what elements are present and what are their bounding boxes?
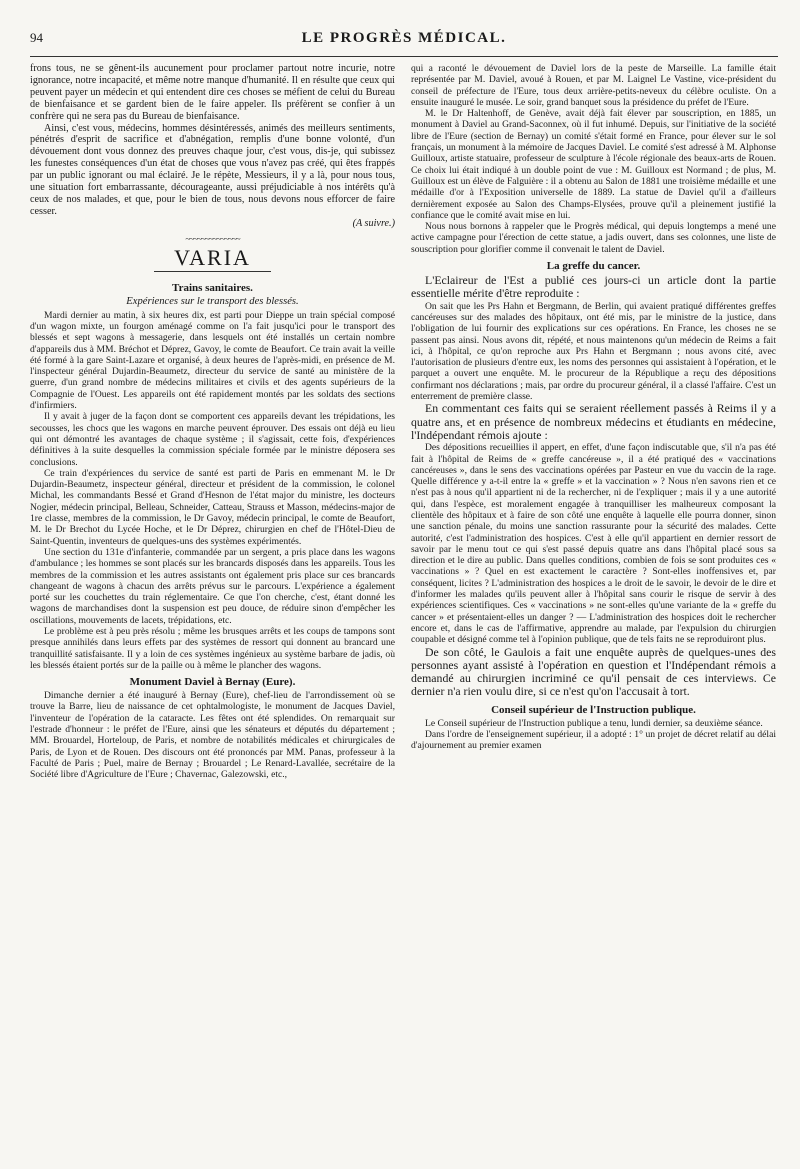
left-column bbox=[30, 63, 395, 1153]
paragraph: Mardi dernier au matin, à six heures dix, est parti pour Dieppe un train spécial composé d'un wagon mixte, un fourgon aménagé comme on l'a fait jusqu'ici pour le transport des blessés et sept wagons à messagerie, dans lesquels ont été installés un certain nombre d'appareils dus à MM. Bréchot et Déprez, Gavoy, le comte de Beaufort. Ce train avait la veille été formé à la gare Saint-Lazare et organisé, à deux heures de l'après-midi, en présence de M. l'inspecteur général Dujardin-Beaumetz, directeur du service de santé au ministère de la guerre, d'un grand nombre de médecins militaires et civils et des agents supérieurs de la Compagnie de l'Ouest. Les appareils ont été rapidement montés par les soldats des sections d'infirmiers. bbox=[30, 309, 395, 412]
page-header bbox=[30, 30, 778, 57]
journal-title: LE PROGRÈS MÉDICAL. bbox=[301, 30, 507, 46]
varia-heading-block bbox=[30, 234, 395, 276]
section-heading-varia: VARIA bbox=[154, 245, 271, 272]
paragraph: Le Conseil supérieur de l'Instruction publique a tenu, lundi dernier, sa deuxième séance. bbox=[425, 717, 763, 729]
article-subtitle-trains: Expériences sur le transport des blessés. bbox=[126, 295, 299, 307]
quoted-paragraph: On sait que les Prs Hahn et Bergmann, de Berlin, qui avaient pratiqué différentes greffes cancéreuses sur des malades des hôpitaux, ont été mis, par le ministre de la justice, dans l'obligation de lui fournir des explications sur ces opérations. En France, les choses ne se passent pas ainsi. Nous avons dit, répété, et nous maintenons qu'un médecin de Reims a fait ici, à l'hôpital, ce qu'on reproche aux Prs Hahn et Bergmann ; nous avons cité, avec l'autorisation de plusieurs d'entre eux, les noms des personnes qui assistaient à l'opération, et le parquet a ouvert une enquête. M. le procureur de la République a reçu des dépositions confirmant nos déclarations ; mais, par ordre du procureur général, il a classé l'affaire. C'est un enterrement de première classe. bbox=[411, 300, 776, 403]
paragraph: L'Eclaireur de l'Est a publié ces jours-ci un article dont la partie essentielle mérite d'être reproduite : bbox=[411, 273, 776, 301]
ornament: ~~~~~~~~~~~~~~ bbox=[185, 233, 240, 244]
article-title-greffe: La greffe du cancer. bbox=[546, 260, 641, 273]
right-column bbox=[411, 63, 776, 1153]
paragraph: Le problème est à peu près résolu ; même les brusques arrêts et les coups de tampons sont presque annihilés dans leurs effets par des systèmes de ressort qui donnent au brancard une tranquillité satisfaisante. Il y a loin de ces systèmes ingénieux au système barbare de jadis, où les blessés étaient portés sur de la paille ou à même le plancher des wagons. bbox=[30, 626, 395, 671]
paragraph: Il y avait à juger de la façon dont se comportent ces appareils devant les trépidations, les secousses, les chocs que les wagons en marche peuvent éprouver. Des essais ont déjà eu lieu qui ont démontré les avantages de chaque système ; il s'agissait, cette fois, d'expériences définitives à la suite desquelles la commission spéciale formée par le ministre déposera ses conclusions. bbox=[30, 411, 395, 468]
two-column-body bbox=[30, 63, 778, 1153]
paragraph: Nous nous bornons à rappeler que le Progrès médical, qui depuis longtemps a mené une active campagne pour l'érection de cette statue, a jadis ouvert, dans ses colonnes, une liste de souscription pour glorifier comme il convenait le talent de Daviel. bbox=[411, 221, 776, 255]
paragraph: Une section du 131e d'infanterie, commandée par un sergent, a pris place dans les wagons d'ambulance ; les hommes se sont placés sur les brancards disposés dans les appareils. Tous les membres de la commission et les autres assistants ont également pris place sur ces brancards changeant de wagons à chacun des arrêts prévus sur le parcours. L'expérience a également porté sur les couchettes du train réglementaire. Ce que l'on cherche, c'est, étant donné les wagons de marchandises dont la suspension est peu douce, de réduire sinon d'empêcher les oscillations, mouvements de lacets, trépidations, etc. bbox=[30, 546, 395, 626]
paragraph: M. le Dr Haltenhoff, de Genève, avait déjà fait élever par souscription, en 1885, un monument à Daviel au Grand-Saconnex, où il fut inhumé. Depuis, sur l'initiative de la société libre de l'Eure (section de Bernay) un comité s'était formé en France, pour élever sur le sol français, un monument à la mémoire de Jacques Daviel. Le comité s'est adressé à M. Alphonse Guilloux, artiste statuaire, professeur de sculpture à l'école régionale des beaux-arts de Rouen. Ce choix lui était indiqué à un double point de vue : M. Guilloux est Normand ; de plus, M. Guilloux est un élève de Falguière : il a obtenu au Salon de 1881 une troisième médaille et une médaille d'or à l'Exposition universelle de 1889. La statue de Daviel qu'il a d'ailleurs dernièrement exposée au Salon des Champs-Elysées, prouve qu'il a pleinement justifié la confiance que le comité avait mise en lui. bbox=[411, 108, 776, 221]
paragraph: Dimanche dernier a été inauguré à Bernay (Eure), chef-lieu de l'arrondissement où se trouve la Barre, lieu de naissance de cet ophtalmologiste, le monument de Jacques Daviel, l'inventeur de l'opération de la cataracte. Les fêtes ont été splendides. On remarquait sur l'estrade d'honneur : le préfet de l'Eure, ainsi que les sénateurs et députés du département ; MM. Brouardel, Horteloup, de Paris, et nombre de notabilités médicales et chirurgicales de Paris, de Lyon et de Rouen. Des discours ont été prononcés par MM. Panas, professeur à la Faculté de Paris ; Puel, maire de Bernay ; Brouardel ; Le Renard-Lavallée, secrétaire de la Société libre d'Agriculture de l'Eure ; Chavernac, Galezowski, etc., bbox=[30, 690, 395, 781]
quoted-paragraph: Des dépositions recueillies il appert, en effet, d'une façon indiscutable que, s'il n'a pas été fait à l'hôpital de Reims de « greffe cancéreuse », il a été pratiqué des « vaccinations cancéreuses », dans le sens des vaccinations opérées par Pasteur en vue du vaccin de la rage. Quelle différence y a-t-il entre la « greffe » et la vaccination » ? Nous n'en savons rien et ce n'est pas à nous qu'il appartient ni de la rechercher, ni de l'expliquer ; mais il y a une autorité qui, dans l'espèce, est moralement engagée à tranquilliser les malheureux composant la clientèle des hôpitaux et à faire de son côté une enquête à laquelle elle pourra donner, sinon une sanction pénale, du moins une sanction rassurante pour la sécurité des malades. Cette autorité, c'est l'administration des hospices. C'est à elle qu'il appartient en dernier ressort de savoir par le menu tout ce qui s'est passé depuis quatre ans dans l'hôpital placé sous sa direction et le dire au public. Dans quelles conditions, combien de fois se sont produites ces « vaccinations » ? Quel en est exactement le caractère ? Sont-elles inoffensives et, par conséquent, licites ? L'administration des hospices a le droit de le savoir, le devoir de le dire et d'informer les malades qu'ils peuvent aller à l'hôpital sans courir le risque de servir à des expériences scientifiques. Ces « vaccinations » ne sont-elles qu'une variante de la « greffe du cancer » et présentaient-elles un danger ? — L'administration des hospices doit le rechercher encore et, dans le cas de l'affirmative, apprendre au malade, par l'expulsion du chirurgien coupable et désigné comme tel à l'opinion publique, que de tels faits ne se reproduiront plus. bbox=[411, 442, 776, 646]
paragraph: Ainsi, c'est vous, médecins, hommes désintéressés, animés des meilleurs sentiments, pénétrés d'esprit de sacrifice et d'abnégation, remplis d'une bonne volonté, d'un dévouement dont vous donnez des preuves chaque jour, c'est vous, dis-je, qui subissez les funestes conséquences d'un état de choses que vous n'avez pas créé, qui êtes frappés par un public ignorant ou mal éclairé. Je le répète, Messieurs, il y a là, pour nous tous, une situation fort embarrassante, décourageante, aussi préjudiciable à nos intérêts qu'à ceux de nos malades, et que, pour le bien de tous, nous devons nous efforcer de faire cesser. bbox=[30, 122, 395, 217]
to-be-continued: (A suivre.) bbox=[352, 217, 395, 229]
article-title-conseil: Conseil supérieur de l'Instruction publique. bbox=[491, 703, 696, 716]
paragraph: Dans l'ordre de l'enseignement supérieur, il a adopté : 1° un projet de décret relatif au délai d'ajournement au premier examen bbox=[411, 729, 776, 752]
paragraph: Ce train d'expériences du service de santé est parti de Paris en emmenant M. le Dr Dujardin-Beaumetz, inspecteur général, directeur et président de la commission, le colonel Michal, les commandants Bessé et Grand d'Hesnon de l'état major du ministre, les docteurs Nogier, médecin principal, Belleau, Schneider, Catteau, Strauss et Masson, médecins-major de 1re classe, membres de la commission, le Dr Gavoy, médecin principal, le comte de Beaufort, M. le Dr Brechot du Lycée Hoche, et le Dr Déprez, chirurgien en chef de l'Hôtel-Dieu de Saint-Quentin, inventeurs de quelques-uns des systèmes expérimentés. bbox=[30, 467, 395, 547]
paragraph: frons tous, ne se gênent-ils aucunement pour proclamer partout notre incurie, notre ignorance, notre incapacité, et même notre manque d'humanité. Il en résulte que ceux qui peuvent payer un médecin et qui entendent dire ces choses se méfient de celui du Bureau de bienfaisance et se gardent bien de le faire appeler. Ils préfèrent se confier à un confrère qui ne sera pas du Bureau de bienfaisance. bbox=[30, 63, 395, 122]
article-title-daviel: Monument Daviel à Bernay (Eure). bbox=[129, 676, 296, 689]
article-title-trains: Trains sanitaires. bbox=[172, 281, 253, 294]
paragraph: De son côté, le Gaulois a fait une enquête auprès de quelques-unes des personnes ayant assisté à l'opération en question et l'Indépendant rémois a demandé au chirurgien incriminé ce qu'il pensait de ces interviews. Ce dernier n'a rien voulu dire, si ce n'est qu'on l'accusait à tort. bbox=[411, 644, 776, 699]
paragraph: En commentant ces faits qui se seraient réellement passés à Reims il y a quatre ans, et en présence de nombreux médecins et étudiants en médecine, l'Indépendant rémois ajoute : bbox=[411, 401, 776, 442]
paragraph: qui a raconté le dévouement de Daviel lors de la peste de Marseille. La famille était représentée par M. Daviel, avoué à Rouen, et par M. Laignel Le Vastine, vice-président du conseil de préfecture de l'Eure, tous deux arrière-petits-neveux du célèbre oculiste. On a ensuite inauguré le musée. Le soir, grand banquet sous la présidence du préfet de l'Eure. bbox=[411, 63, 776, 108]
page-number: 94 bbox=[30, 30, 43, 45]
